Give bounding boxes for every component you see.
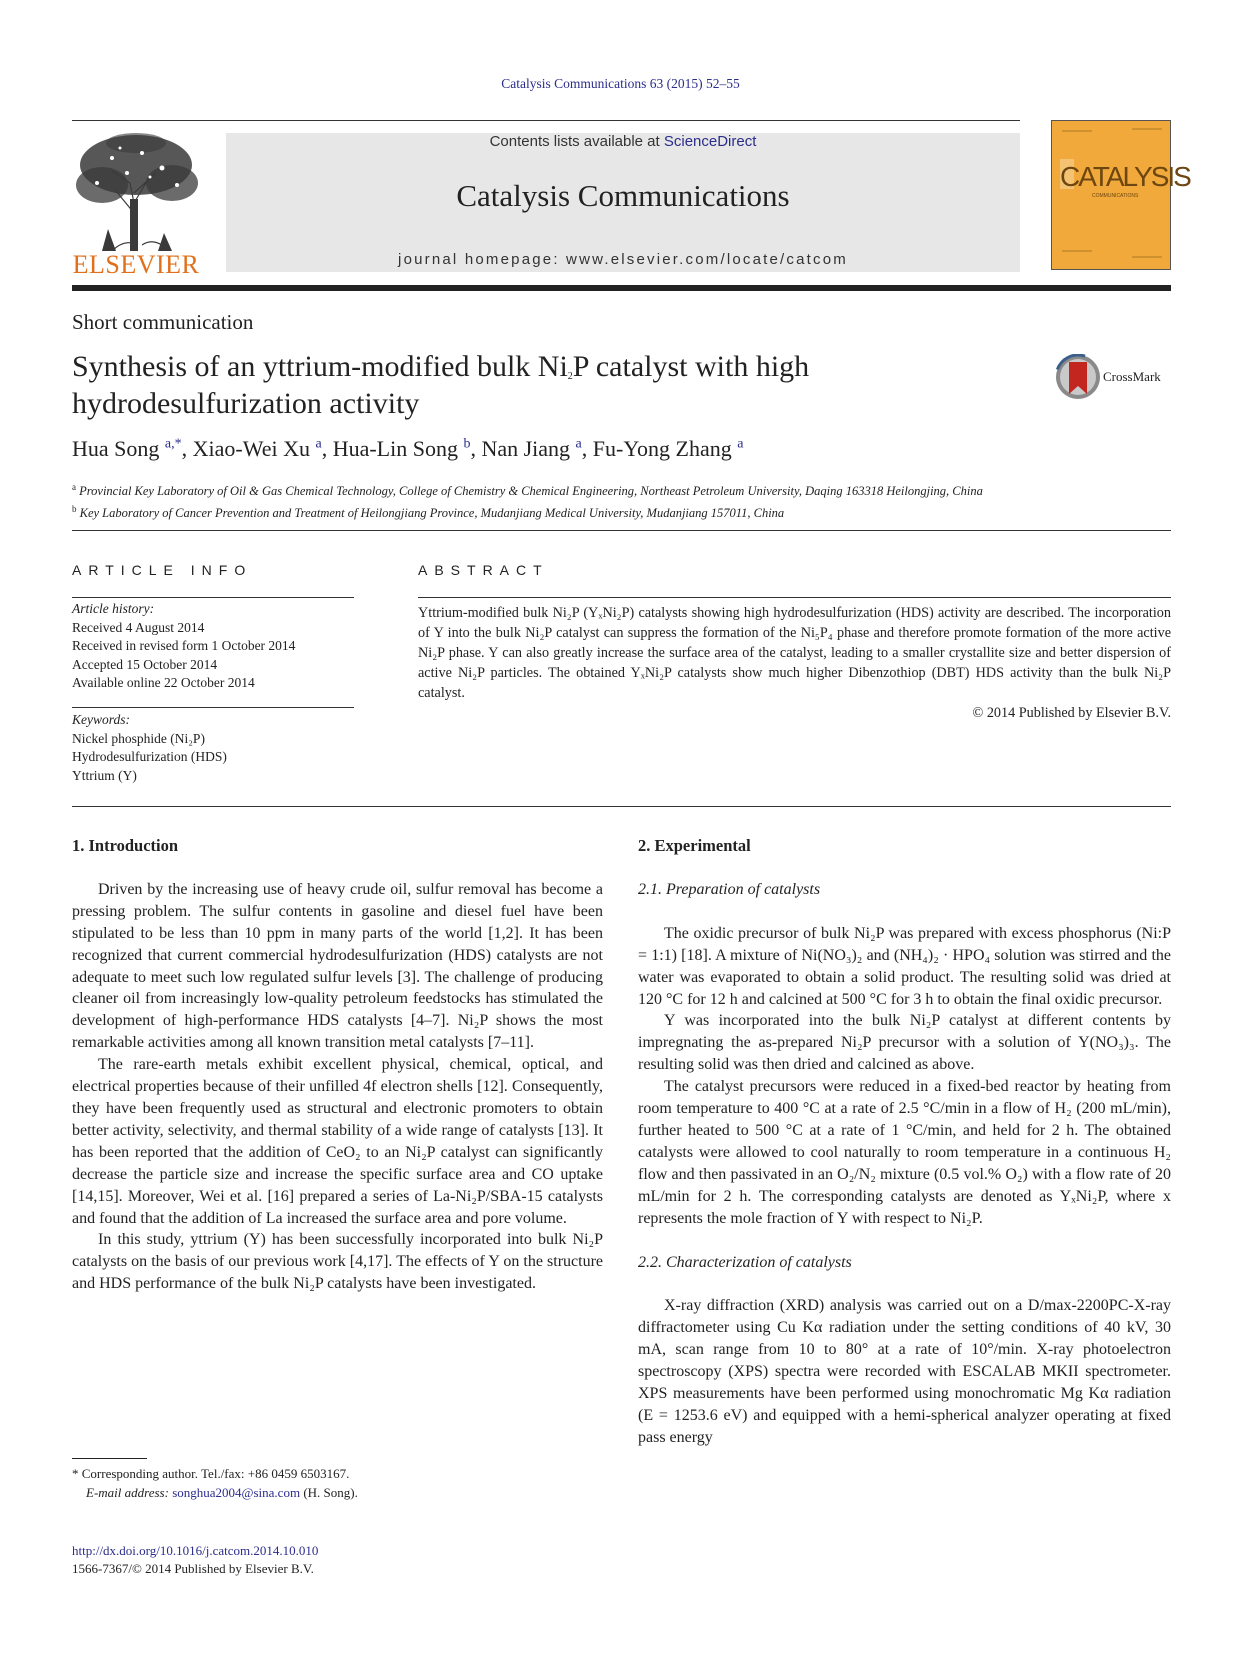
author[interactable]: Hua Song $^{a,*}$	[72, 436, 182, 461]
cover-title: CATALYSIS	[1060, 161, 1190, 192]
body-left-column	[72, 835, 603, 1295]
affiliation: $^a$ Provincial Key Laboratory of Oil & Gas Chemical Technology, College of Chemistry & Chemical Engineering, Northeast Petroleum University, Daqing 163318 Heilongjing, China	[72, 482, 983, 499]
history-entry: Accepted 15 October 2014	[72, 656, 218, 672]
article-title: Synthesis of an yttrium-modified bulk $Ni_2P$ catalyst with high hydrodesulfurization activity	[72, 350, 810, 420]
author[interactable]: Hua-Lin Song $^b$	[332, 436, 471, 461]
abstract-rule	[418, 597, 1171, 598]
author[interactable]: Nan Jiang $^a$	[481, 436, 582, 461]
top-rule	[72, 120, 1020, 121]
paragraph: Driven by the increasing use of heavy crude oil, sulfur removal has become a pressing problem. The sulfur contents in gasoline and diesel fuel have been stipulated to be less than 10 ppm in many parts of the world [1,2]. It has been recognized that current commercial hydrodesulfurization (HDS) catalysts are not adequate to meet such low regulated sulfur levels [3]. The challenge of producing cleaner oil from increasingly low-quality petroleum feedstocks has stimulated the development of high-performance HDS catalysts [4–7]. Ni₂P shows the most remarkable activities among all known transition metal catalysts [7–11].	[72, 880, 603, 1052]
history-entry: Received 4 August 2014	[72, 619, 205, 635]
keyword: Hydrodesulfurization (HDS)	[72, 749, 227, 764]
corresponding-author-footnote: * Corresponding author. Tel./fax: +86 0459 6503167. E-mail address: songhua2004@sina.com (H. Song).	[72, 1466, 358, 1500]
doi-link[interactable]: http://dx.doi.org/10.1016/j.catcom.2014.10.010	[72, 1543, 319, 1558]
crossmark-icon	[1055, 354, 1101, 400]
journal-name: Catalysis Communications	[456, 178, 790, 213]
article-info-rule	[72, 597, 354, 598]
elsevier-wordmark: ELSEVIER	[72, 250, 200, 279]
author-list: Hua Song $^{a,*}$, Xiao-Wei Xu $^a$, Hua-Lin Song $^b$, Nan Jiang $^a$, Fu-Yong Zhang $^a$	[72, 436, 744, 461]
cover-subtitle: COMMUNICATIONS	[1092, 193, 1139, 199]
issn-line: 1566-7367/© 2014 Published by Elsevier B.V.	[72, 1561, 314, 1576]
keyword: Nickel phosphide (Ni₂P)	[72, 730, 205, 746]
keywords-rule	[72, 707, 354, 708]
paragraph: Y was incorporated into the bulk Ni₂P catalyst at different contents by impregnating the as-prepared Ni₂P precursor with a solution of Y(NO₃)₃. The resulting solid was then dried and calcined as above.	[638, 1012, 1171, 1074]
author[interactable]: Xiao-Wei Xu $^a$	[192, 436, 322, 461]
contents-available-line: Contents lists available at ScienceDirect	[489, 133, 757, 150]
paragraph: The oxidic precursor of bulk Ni₂P was prepared with excess phosphorus (Ni:P = 1:1) [18]. A mixture of Ni(NO₃)₂ and (NH₄)₂ · HPO₄ solution was stirred and the water was evaporated to obtain a solid product. The resulting solid was dried at 120 °C for 12 h and calcined at 500 °C for 3 h to obtain the final oxidic precursor.	[638, 924, 1171, 1008]
section-heading: 1. Introduction	[72, 836, 179, 855]
paragraph: The rare-earth metals exhibit excellent physical, chemical, optical, and electrical properties because of their unfilled 4f electron shells [12]. Consequently, they have been frequently used as structural and electronic promoters to obtain better activity, selectivity, and thermal stability of a wide range of catalysts [13]. It has been reported that the addition of CeO₂ to an Ni₂P catalyst can significantly decrease the particle size and increase the specific surface area and CO uptake [14,15]. Moreover, Wei et al. [16] prepared a series of La-Ni₂P/SBA-15 catalysts and found that the addition of La increased the surface area and pore volume.	[72, 1056, 603, 1227]
journal-citation[interactable]: Catalysis Communications 63 (2015) 52–55	[501, 76, 740, 91]
crossmark-button[interactable]	[1055, 354, 1175, 402]
elsevier-logo[interactable]	[72, 133, 200, 279]
section-rule	[72, 530, 1171, 531]
elsevier-tree-icon	[72, 133, 200, 251]
article-footer	[72, 1542, 318, 1578]
article-history: Article history: Received 4 August 2014 Received in revised form 1 October 2014 Accepted 15 October 2014 Available online 22 October 2014	[72, 600, 295, 693]
section-heading: 2. Experimental	[638, 836, 751, 855]
subsection-heading: 2.2. Characterization of catalysts	[638, 1253, 852, 1271]
history-entry: Available online 22 October 2014	[72, 675, 255, 690]
subsection-heading: 2.1. Preparation of catalysts	[638, 880, 821, 898]
article-type: Short communication	[72, 310, 254, 334]
affiliations	[72, 478, 983, 522]
journal-masthead	[226, 133, 1020, 272]
header-thick-rule	[72, 285, 1171, 291]
history-entry: Received in revised form 1 October 2014	[72, 638, 296, 653]
keywords: Keywords: Nickel phosphide (Ni₂P) Hydrodesulfurization (HDS) Yttrium (Y)	[72, 711, 227, 785]
footnote-rule	[72, 1458, 147, 1459]
sciencedirect-link[interactable]: ScienceDirect	[663, 133, 757, 150]
journal-homepage[interactable]: journal homepage: www.elsevier.com/locate/catcom	[398, 251, 848, 268]
abstract-copyright: © 2014 Published by Elsevier B.V.	[972, 705, 1171, 721]
affiliation: $^b$ Key Laboratory of Cancer Prevention and Treatment of Heilongjiang Province, Mudanjiang Medical University, Mudanjiang 157011, China	[72, 504, 785, 521]
journal-cover-thumbnail[interactable]	[1051, 120, 1190, 270]
abstract-text: Yttrium-modified bulk Ni₂P (YₓNi₂P) catalysts showing high hydrodesulfurization (HDS) activity are described. The incorporation of Y into the bulk Ni₂P catalyst can suppress the formation of the Ni₅P₄ phase and therefore promote formation of the more active Ni₂P phase. Y can also greatly increase the surface area of the catalyst, leading to a smaller crystallite size and better dispersion of active Ni₂P particles. The obtained YₓNi₂P catalysts show much higher Dibenzothiop (DBT) HDS activity than the bulk Ni₂P catalyst.	[418, 605, 1171, 701]
paragraph: In this study, yttrium (Y) has been successfully incorporated into bulk Ni₂P catalysts on the basis of our previous work [4,17]. The effects of Y on the structure and HDS performance of the bulk Ni₂P catalysts have been investigated.	[72, 1231, 603, 1293]
author[interactable]: Fu-Yong Zhang $^a$	[592, 436, 744, 461]
author-email-link[interactable]: songhua2004@sina.com	[172, 1484, 301, 1500]
section-rule	[72, 806, 1171, 807]
paragraph: The catalyst precursors were reduced in a fixed-bed reactor by heating from room temperature to 400 °C at a rate of 2.5 °C/min in a flow of H₂ (200 mL/min), further heated to 500 °C at a rate of 1 °C/min, and held for 2 h. The obtained catalysts were allowed to cool naturally to room temperature in a continuous H₂ flow and then passivated in an O₂/N₂ mixture (0.5 vol.% O₂) with a flow rate of 20 mL/min for 2 h. The corresponding catalysts are denoted as YₓNi₂P, where x represents the mole fraction of Y with respect to Ni₂P.	[638, 1078, 1171, 1227]
abstract-heading: ABSTRACT	[418, 562, 549, 578]
paragraph: X-ray diffraction (XRD) analysis was carried out on a D/max-2200PC-X-ray diffractometer using Cu Kα radiation under the setting conditions of 40 kV, 30 mA, scan range from 10 to 80° at a rate of 10°/min. X-ray photoelectron spectroscopy (XPS) spectra were recorded with ESCALAB MKII spectrometer. XPS measurements have been performed using monochromatic Mg Kα radiation (E = 1253.6 eV) and equipped with a hemi-spherical analyzer operating at fixed pass energy	[638, 1297, 1171, 1446]
keyword: Yttrium (Y)	[72, 767, 137, 783]
crossmark-label: CrossMark	[1103, 369, 1161, 384]
body-right-column	[638, 835, 1171, 1449]
article-info-heading: ARTICLE INFO	[72, 562, 253, 578]
